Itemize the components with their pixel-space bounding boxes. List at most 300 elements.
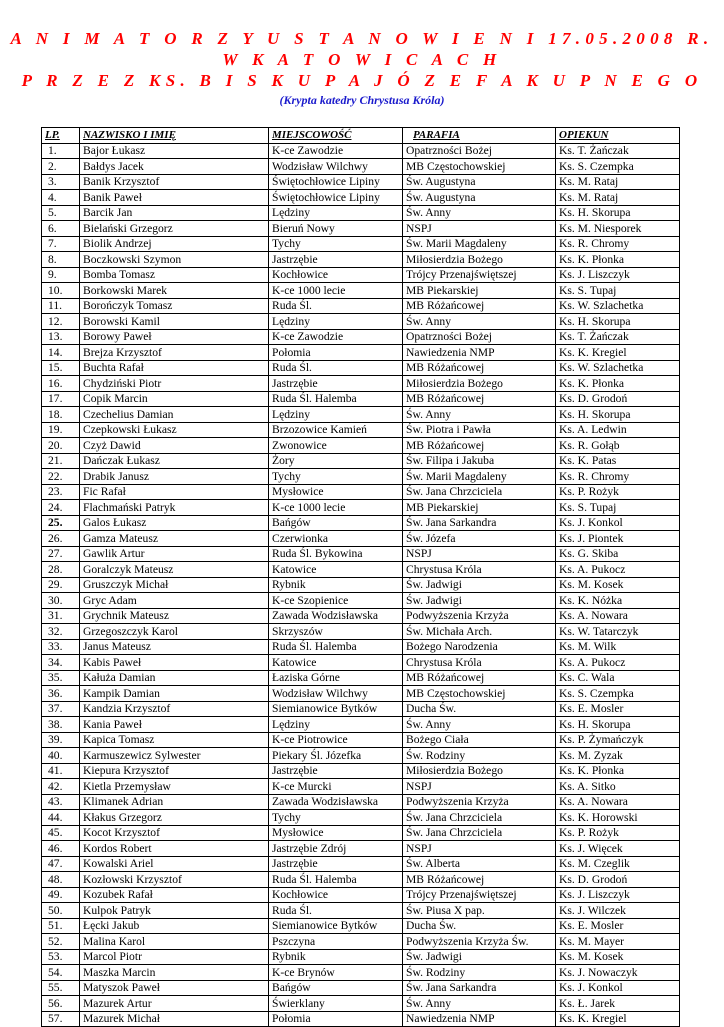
cell-guardian: Ks. W. Szlachetka	[556, 360, 680, 376]
cell-lp: 47.	[42, 856, 80, 872]
cell-name: Czechelius Damian	[80, 407, 269, 423]
cell-parish: Bożego Narodzenia	[403, 639, 556, 655]
cell-lp: 43.	[42, 794, 80, 810]
cell-town: Pszczyna	[269, 934, 403, 950]
cell-guardian: Ks. H. Skorupa	[556, 314, 680, 330]
cell-name: Kiepura Krzysztof	[80, 763, 269, 779]
cell-name: Kampik Damian	[80, 686, 269, 702]
cell-name: Chydziński Piotr	[80, 376, 269, 392]
cell-town: Ruda Śl. Halemba	[269, 639, 403, 655]
cell-town: Katowice	[269, 562, 403, 578]
cell-name: Janus Mateusz	[80, 639, 269, 655]
cell-town: Żory	[269, 453, 403, 469]
cell-lp: 24.	[42, 500, 80, 516]
cell-guardian: Ks. M. Wilk	[556, 639, 680, 655]
cell-parish: Św. Augustyna	[403, 174, 556, 190]
cell-parish: Św. Jana Sarkandra	[403, 515, 556, 531]
table-row	[42, 841, 680, 857]
table-row	[42, 345, 680, 361]
cell-guardian: Ks. M. Rataj	[556, 190, 680, 206]
cell-guardian: Ks. A. Pukocz	[556, 655, 680, 671]
cell-lp: 27.	[42, 546, 80, 562]
table-row	[42, 608, 680, 624]
cell-guardian: Ks. R. Chromy	[556, 469, 680, 485]
cell-lp: 6.	[42, 221, 80, 237]
cell-town: Skrzyszów	[269, 624, 403, 640]
table-row	[42, 701, 680, 717]
cell-guardian: Ks. K. Płonka	[556, 376, 680, 392]
table-row	[42, 500, 680, 516]
cell-parish: Św. Filipa i Jakuba	[403, 453, 556, 469]
cell-parish: Św. Jana Sarkandra	[403, 980, 556, 996]
cell-town: Czerwionka	[269, 531, 403, 547]
cell-lp: 52.	[42, 934, 80, 950]
cell-town: Tychy	[269, 469, 403, 485]
cell-lp: 17.	[42, 391, 80, 407]
table-row	[42, 593, 680, 609]
cell-guardian: Ks. K. Kregiel	[556, 345, 680, 361]
cell-parish: MB Piekarskiej	[403, 500, 556, 516]
table-row	[42, 825, 680, 841]
table-row	[42, 856, 680, 872]
table-row	[42, 314, 680, 330]
cell-name: Czepkowski Łukasz	[80, 422, 269, 438]
cell-guardian: Ks. S. Czempka	[556, 686, 680, 702]
cell-name: Drabik Janusz	[80, 469, 269, 485]
cell-guardian: Ks. M. Niesporek	[556, 221, 680, 237]
cell-lp: 36.	[42, 686, 80, 702]
cell-guardian: Ks. M. Mayer	[556, 934, 680, 950]
table-row	[42, 562, 680, 578]
table-row	[42, 190, 680, 206]
cell-guardian: Ks. M. Kosek	[556, 577, 680, 593]
cell-guardian: Ks. K. Nóżka	[556, 593, 680, 609]
cell-lp: 1.	[42, 143, 80, 159]
table-row	[42, 205, 680, 221]
cell-name: Gamza Mateusz	[80, 531, 269, 547]
cell-guardian: Ks. A. Nowara	[556, 794, 680, 810]
cell-name: Fic Rafał	[80, 484, 269, 500]
cell-guardian: Ks. A. Nowara	[556, 608, 680, 624]
cell-lp: 49.	[42, 887, 80, 903]
cell-name: Marcol Piotr	[80, 949, 269, 965]
cell-guardian: Ks. W. Tatarczyk	[556, 624, 680, 640]
cell-guardian: Ks. T. Żańczak	[556, 329, 680, 345]
cell-town: Ruda Śl.	[269, 298, 403, 314]
cell-name: Borończyk Tomasz	[80, 298, 269, 314]
cell-lp: 35.	[42, 670, 80, 686]
cell-guardian: Ks. E. Mosler	[556, 701, 680, 717]
cell-parish: Św. Jadwigi	[403, 949, 556, 965]
cell-lp: 16.	[42, 376, 80, 392]
cell-name: Gruszczyk Michał	[80, 577, 269, 593]
cell-lp: 34.	[42, 655, 80, 671]
title-line-1: A N I M A T O R Z Y U S T A N O W I E N I 17.05.2008 R.	[10, 29, 714, 48]
cell-town: K-ce Murcki	[269, 779, 403, 795]
cell-name: Bałdys Jacek	[80, 159, 269, 175]
cell-name: Barcik Jan	[80, 205, 269, 221]
cell-guardian: Ks. H. Skorupa	[556, 205, 680, 221]
table-row	[42, 934, 680, 950]
cell-name: Flachmański Patryk	[80, 500, 269, 516]
cell-lp: 40.	[42, 748, 80, 764]
table-row	[42, 531, 680, 547]
cell-name: Copik Marcin	[80, 391, 269, 407]
cell-guardian: Ks. W. Szlachetka	[556, 298, 680, 314]
cell-lp: 32.	[42, 624, 80, 640]
table-row	[42, 252, 680, 268]
cell-name: Kozubek Rafał	[80, 887, 269, 903]
table-row	[42, 546, 680, 562]
cell-guardian: Ks. Ł. Jarek	[556, 996, 680, 1012]
cell-town: Ruda Śl. Halemba	[269, 872, 403, 888]
table-row	[42, 980, 680, 996]
cell-lp: 57.	[42, 1011, 80, 1027]
document-header	[0, 28, 724, 107]
cell-guardian: Ks. R. Chromy	[556, 236, 680, 252]
cell-parish: Bożego Ciała	[403, 732, 556, 748]
cell-parish: Chrystusa Króla	[403, 562, 556, 578]
cell-town: Mysłowice	[269, 484, 403, 500]
cell-parish: MB Częstochowskiej	[403, 159, 556, 175]
table-row	[42, 469, 680, 485]
cell-name: Matyszok Paweł	[80, 980, 269, 996]
cell-town: Zwonowice	[269, 438, 403, 454]
cell-parish: Św. Anny	[403, 996, 556, 1012]
table-row	[42, 438, 680, 454]
cell-town: K-ce Szopienice	[269, 593, 403, 609]
cell-town: K-ce Brynów	[269, 965, 403, 981]
cell-name: Kabis Paweł	[80, 655, 269, 671]
cell-name: Biolik Andrzej	[80, 236, 269, 252]
cell-name: Kałuża Damian	[80, 670, 269, 686]
cell-guardian: Ks. A. Pukocz	[556, 562, 680, 578]
cell-guardian: Ks. J. Więcek	[556, 841, 680, 857]
cell-parish: Św. Marii Magdaleny	[403, 236, 556, 252]
cell-guardian: Ks. S. Tupaj	[556, 500, 680, 516]
table-row	[42, 949, 680, 965]
cell-name: Łęcki Jakub	[80, 918, 269, 934]
table-row	[42, 794, 680, 810]
cell-town: Rybnik	[269, 577, 403, 593]
cell-guardian: Ks. K. Płonka	[556, 763, 680, 779]
cell-name: Kowalski Ariel	[80, 856, 269, 872]
table-row	[42, 407, 680, 423]
cell-town: Lędziny	[269, 717, 403, 733]
table-row	[42, 887, 680, 903]
cell-name: Kłakus Grzegorz	[80, 810, 269, 826]
cell-lp: 31.	[42, 608, 80, 624]
cell-town: Rybnik	[269, 949, 403, 965]
cell-name: Klimanek Adrian	[80, 794, 269, 810]
cell-parish: MB Różańcowej	[403, 360, 556, 376]
cell-town: Mysłowice	[269, 825, 403, 841]
cell-name: Malina Karol	[80, 934, 269, 950]
cell-guardian: Ks. A. Ledwin	[556, 422, 680, 438]
cell-parish: Ducha Św.	[403, 918, 556, 934]
cell-name: Mazurek Michał	[80, 1011, 269, 1027]
cell-parish: Św. Jana Chrzciciela	[403, 810, 556, 826]
cell-name: Dańczak Łukasz	[80, 453, 269, 469]
cell-parish: NSPJ	[403, 546, 556, 562]
table-row	[42, 236, 680, 252]
cell-town: Tychy	[269, 810, 403, 826]
title-line-2: W K A T O W I C A C H	[222, 50, 502, 69]
cell-lp: 55.	[42, 980, 80, 996]
cell-parish: MB Piekarskiej	[403, 283, 556, 299]
column-header-town: MIEJSCOWOŚĆ	[269, 128, 403, 144]
cell-guardian: Ks. C. Wala	[556, 670, 680, 686]
cell-parish: Miłosierdzia Bożego	[403, 763, 556, 779]
cell-guardian: Ks. K. Patas	[556, 453, 680, 469]
cell-guardian: Ks. P. Żymańczyk	[556, 732, 680, 748]
cell-name: Kocot Krzysztof	[80, 825, 269, 841]
cell-lp: 19.	[42, 422, 80, 438]
cell-town: Ruda Śl.	[269, 360, 403, 376]
cell-lp: 38.	[42, 717, 80, 733]
cell-lp: 21.	[42, 453, 80, 469]
cell-lp: 33.	[42, 639, 80, 655]
cell-lp: 11.	[42, 298, 80, 314]
cell-parish: NSPJ	[403, 221, 556, 237]
cell-name: Kandzia Krzysztof	[80, 701, 269, 717]
cell-lp: 46.	[42, 841, 80, 857]
cell-town: Kochłowice	[269, 267, 403, 283]
cell-lp: 28.	[42, 562, 80, 578]
cell-name: Banik Paweł	[80, 190, 269, 206]
cell-lp: 41.	[42, 763, 80, 779]
cell-town: Jastrzębie	[269, 376, 403, 392]
cell-guardian: Ks. J. Piontek	[556, 531, 680, 547]
cell-town: Wodzisław Wilchwy	[269, 686, 403, 702]
cell-guardian: Ks. K. Kregiel	[556, 1011, 680, 1027]
cell-parish: Św. Jadwigi	[403, 593, 556, 609]
subtitle: (Krypta katedry Chrystusa Króla)	[279, 93, 445, 107]
cell-town: K-ce Piotrowice	[269, 732, 403, 748]
cell-town: K-ce 1000 lecie	[269, 283, 403, 299]
cell-guardian: Ks. A. Sitko	[556, 779, 680, 795]
cell-town: Jastrzębie	[269, 856, 403, 872]
cell-lp: 18.	[42, 407, 80, 423]
cell-lp: 42.	[42, 779, 80, 795]
cell-parish: Św. Rodziny	[403, 965, 556, 981]
cell-guardian: Ks. H. Skorupa	[556, 717, 680, 733]
cell-guardian: Ks. E. Mosler	[556, 918, 680, 934]
cell-lp: 5.	[42, 205, 80, 221]
cell-name: Mazurek Artur	[80, 996, 269, 1012]
table-row	[42, 810, 680, 826]
cell-parish: NSPJ	[403, 779, 556, 795]
cell-town: Świętochłowice Lipiny	[269, 190, 403, 206]
table-row	[42, 903, 680, 919]
cell-parish: Św. Anny	[403, 407, 556, 423]
table-row	[42, 996, 680, 1012]
cell-parish: MB Różańcowej	[403, 438, 556, 454]
table-row	[42, 376, 680, 392]
cell-town: Siemianowice Bytków	[269, 701, 403, 717]
animators-table	[41, 127, 680, 1027]
cell-name: Brejza Krzysztof	[80, 345, 269, 361]
cell-town: Brzozowice Kamień	[269, 422, 403, 438]
cell-guardian: Ks. J. Liszczyk	[556, 887, 680, 903]
cell-town: Lędziny	[269, 314, 403, 330]
cell-guardian: Ks. K. Płonka	[556, 252, 680, 268]
cell-parish: Św. Anny	[403, 314, 556, 330]
table-row	[42, 655, 680, 671]
cell-lp: 23.	[42, 484, 80, 500]
column-header-lp: LP.	[42, 128, 80, 144]
table-row	[42, 174, 680, 190]
cell-parish: Św. Alberta	[403, 856, 556, 872]
cell-parish: Trójcy Przenajświętszej	[403, 267, 556, 283]
table-row	[42, 360, 680, 376]
cell-parish: Podwyższenia Krzyża Św.	[403, 934, 556, 950]
table-row	[42, 484, 680, 500]
cell-lp: 15.	[42, 360, 80, 376]
cell-guardian: Ks. T. Żańczak	[556, 143, 680, 159]
cell-parish: Nawiedzenia NMP	[403, 345, 556, 361]
cell-name: Bajor Łukasz	[80, 143, 269, 159]
cell-lp: 29.	[42, 577, 80, 593]
cell-parish: Św. Marii Magdaleny	[403, 469, 556, 485]
cell-guardian: Ks. R. Gołąb	[556, 438, 680, 454]
cell-parish: Trójcy Przenajświętszej	[403, 887, 556, 903]
cell-town: Jastrzębie	[269, 252, 403, 268]
cell-name: Czyż Dawid	[80, 438, 269, 454]
cell-lp: 13.	[42, 329, 80, 345]
cell-name: Kordos Robert	[80, 841, 269, 857]
table-row	[42, 453, 680, 469]
cell-guardian: Ks. K. Horowski	[556, 810, 680, 826]
cell-town: K-ce 1000 lecie	[269, 500, 403, 516]
cell-guardian: Ks. J. Liszczyk	[556, 267, 680, 283]
cell-parish: Św. Józefa	[403, 531, 556, 547]
cell-lp: 9.	[42, 267, 80, 283]
cell-name: Kulpok Patryk	[80, 903, 269, 919]
column-header-name: NAZWISKO I IMIĘ	[80, 128, 269, 144]
cell-lp: 56.	[42, 996, 80, 1012]
cell-parish: Opatrzności Bożej	[403, 329, 556, 345]
cell-town: Lędziny	[269, 407, 403, 423]
cell-name: Gryc Adam	[80, 593, 269, 609]
cell-lp: 4.	[42, 190, 80, 206]
cell-lp: 45.	[42, 825, 80, 841]
cell-parish: Św. Anny	[403, 205, 556, 221]
table-row	[42, 422, 680, 438]
cell-lp: 37.	[42, 701, 80, 717]
cell-town: Bańgów	[269, 980, 403, 996]
cell-guardian: Ks. J. Konkol	[556, 515, 680, 531]
cell-guardian: Ks. J. Wilczek	[556, 903, 680, 919]
cell-town: K-ce Zawodzie	[269, 143, 403, 159]
cell-name: Kozłowski Krzysztof	[80, 872, 269, 888]
title-line-3: P R Z E Z KS. B I S K U P A J Ó Z E F A K U P N E G O	[21, 71, 703, 90]
cell-parish: MB Różańcowej	[403, 298, 556, 314]
cell-name: Kania Paweł	[80, 717, 269, 733]
column-header-parish: PARAFIA	[403, 128, 556, 144]
cell-lp: 12.	[42, 314, 80, 330]
table-row	[42, 732, 680, 748]
cell-parish: Chrystusa Króla	[403, 655, 556, 671]
cell-town: K-ce Zawodzie	[269, 329, 403, 345]
table-row	[42, 965, 680, 981]
cell-name: Kietla Przemysław	[80, 779, 269, 795]
cell-town: Lędziny	[269, 205, 403, 221]
cell-lp: 22.	[42, 469, 80, 485]
table-header-row	[42, 128, 680, 144]
table-row	[42, 748, 680, 764]
table-row	[42, 779, 680, 795]
cell-name: Goralczyk Mateusz	[80, 562, 269, 578]
table-row	[42, 670, 680, 686]
cell-lp: 54.	[42, 965, 80, 981]
cell-parish: MB Różańcowej	[403, 391, 556, 407]
table-body	[42, 143, 680, 1027]
cell-guardian: Ks. M. Kosek	[556, 949, 680, 965]
cell-lp: 20.	[42, 438, 80, 454]
cell-lp: 30.	[42, 593, 80, 609]
cell-lp: 48.	[42, 872, 80, 888]
cell-parish: Ducha Św.	[403, 701, 556, 717]
cell-town: Zawada Wodzisławska	[269, 794, 403, 810]
cell-name: Gawlik Artur	[80, 546, 269, 562]
cell-parish: Św. Augustyna	[403, 190, 556, 206]
cell-guardian: Ks. P. Rożyk	[556, 825, 680, 841]
cell-town: Piekary Śl. Józefka	[269, 748, 403, 764]
column-header-guardian: OPIEKUN	[556, 128, 680, 144]
cell-lp: 53.	[42, 949, 80, 965]
cell-lp: 8.	[42, 252, 80, 268]
table-row	[42, 143, 680, 159]
table-row	[42, 283, 680, 299]
cell-name: Karmuszewicz Sylwester	[80, 748, 269, 764]
cell-guardian: Ks. G. Skiba	[556, 546, 680, 562]
table-row	[42, 624, 680, 640]
table-row	[42, 267, 680, 283]
cell-town: Połomia	[269, 345, 403, 361]
cell-parish: Św. Jana Chrzciciela	[403, 825, 556, 841]
table-row	[42, 1011, 680, 1027]
cell-lp: 3.	[42, 174, 80, 190]
cell-town: Kochłowice	[269, 887, 403, 903]
cell-guardian: Ks. S. Tupaj	[556, 283, 680, 299]
cell-guardian: Ks. M. Zyzak	[556, 748, 680, 764]
cell-town: Jastrzębie Zdrój	[269, 841, 403, 857]
cell-parish: Miłosierdzia Bożego	[403, 376, 556, 392]
cell-town: Ruda Śl. Bykowina	[269, 546, 403, 562]
table-row	[42, 391, 680, 407]
cell-parish: Podwyższenia Krzyża	[403, 608, 556, 624]
cell-town: Połomia	[269, 1011, 403, 1027]
cell-parish: Nawiedzenia NMP	[403, 1011, 556, 1027]
table-row	[42, 159, 680, 175]
cell-name: Borowski Kamil	[80, 314, 269, 330]
cell-parish: Św. Jana Chrzciciela	[403, 484, 556, 500]
cell-guardian: Ks. H. Skorupa	[556, 407, 680, 423]
table-row	[42, 717, 680, 733]
table-row	[42, 918, 680, 934]
cell-town: Świętochłowice Lipiny	[269, 174, 403, 190]
cell-parish: Św. Piotra i Pawła	[403, 422, 556, 438]
cell-name: Boczkowski Szymon	[80, 252, 269, 268]
cell-parish: Podwyższenia Krzyża	[403, 794, 556, 810]
cell-lp: 44.	[42, 810, 80, 826]
cell-parish: Św. Piusa X pap.	[403, 903, 556, 919]
cell-parish: MB Różańcowej	[403, 670, 556, 686]
cell-lp: 25.	[42, 515, 80, 531]
cell-lp: 26.	[42, 531, 80, 547]
cell-name: Grychnik Mateusz	[80, 608, 269, 624]
